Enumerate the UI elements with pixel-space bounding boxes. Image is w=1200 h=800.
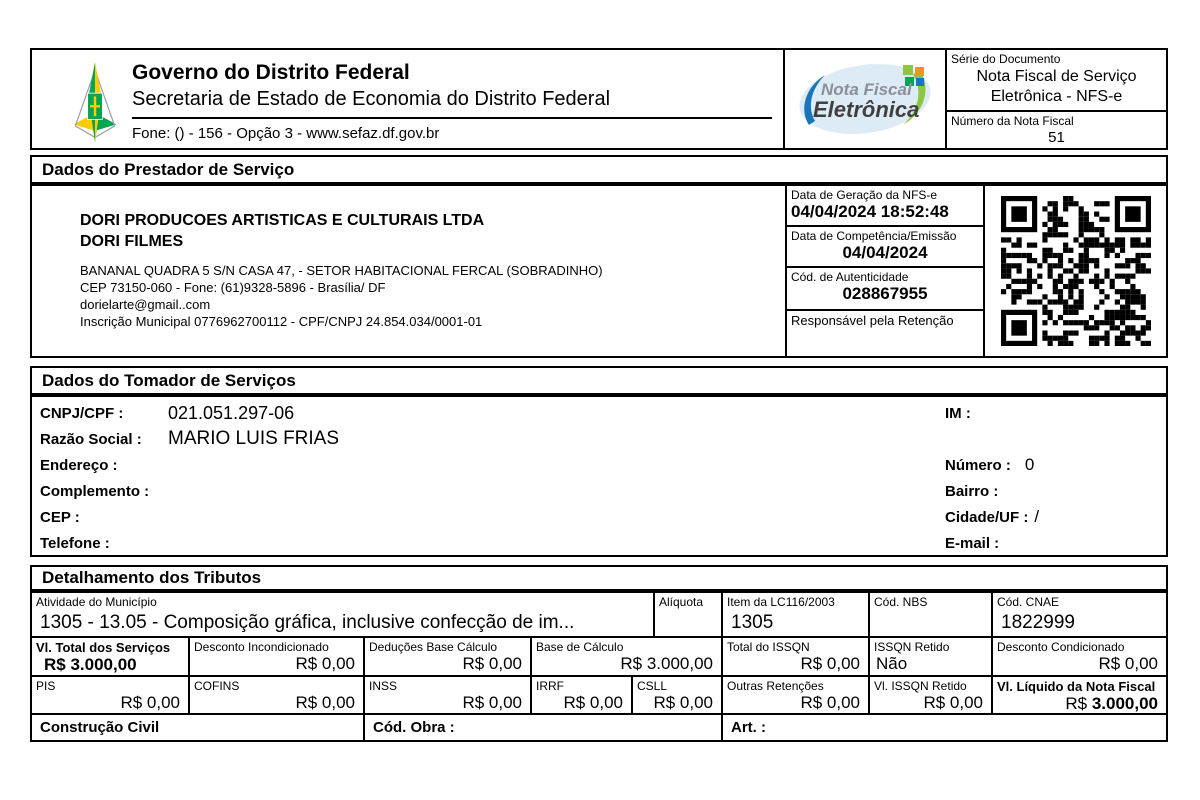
- issqn-retido-value: Não: [876, 654, 908, 673]
- base-calculo-cell: [532, 638, 723, 675]
- issqn-retido-cell: [870, 638, 993, 675]
- irrf-label: IRRF: [536, 679, 564, 693]
- tomador-row-telefone: [32, 530, 1166, 556]
- base-calculo-value: R$ 3.000,00: [620, 654, 713, 673]
- issqn-retido-label: ISSQN Retido: [874, 640, 950, 654]
- cnae-value: 1822999: [1001, 612, 1075, 633]
- total-issqn-value: R$ 0,00: [800, 654, 860, 673]
- total-issqn-cell: [723, 638, 870, 675]
- atividade-cell: [32, 593, 655, 636]
- desconto-incondicionado-value: R$ 0,00: [295, 654, 355, 673]
- outras-retencoes-cell: [723, 677, 870, 713]
- item-lc-value: 1305: [731, 612, 774, 633]
- serie-cell: [947, 50, 1166, 112]
- tributos-table: [30, 591, 1168, 742]
- outras-retencoes-label: Outras Retenções: [727, 679, 824, 693]
- csll-cell: [633, 677, 723, 713]
- liquido-amount: 3.000,00: [1091, 694, 1158, 713]
- tomador-row-endereco: [32, 452, 1166, 478]
- nfe-logo-text-2: Eletrônica: [813, 97, 920, 122]
- numero-tomador-value: 0: [1024, 455, 1035, 474]
- liquido-cell: [993, 677, 1166, 713]
- section-title-tributos: Detalhamento dos Tributos: [30, 565, 1168, 591]
- nbs-cell: [870, 593, 993, 636]
- tributos-row-atividade: [32, 593, 1166, 638]
- desconto-condicionado-cell: [993, 638, 1166, 675]
- email-label: E-mail :: [945, 534, 1000, 552]
- government-header: [32, 50, 783, 148]
- cnpj-value: 021.051.297-06: [168, 402, 295, 423]
- competencia-cell: [787, 227, 983, 268]
- tributos-row-valores: [32, 638, 1166, 677]
- issqn-retido-valor-cell: [870, 677, 993, 713]
- competencia-label: Data de Competência/Emissão: [791, 229, 957, 243]
- qr-code: [985, 186, 1166, 356]
- nbs-label: Cód. NBS: [874, 595, 928, 609]
- desconto-incondicionado-label: Desconto Incondicionado: [194, 640, 329, 654]
- atividade-value: 1305 - 13.05 - Composição gráfica, inclusive confecção de im...: [40, 612, 575, 633]
- cofins-label: COFINS: [194, 679, 240, 693]
- geracao-label: Data de Geração da NFS-e: [791, 188, 938, 202]
- section-title-tomador: Dados do Tomador de Serviços: [30, 366, 1168, 395]
- construcao-civil-label: Construção Civil: [32, 715, 365, 740]
- liquido-currency: R$: [1065, 694, 1088, 713]
- razao-label: Razão Social :: [40, 430, 142, 448]
- inscricao-line: Inscrição Municipal 0776962700112 - CPF/CNPJ 24.854.034/0001-01: [80, 314, 483, 329]
- company-email: dorielarte@gmail..com: [80, 297, 211, 312]
- telefone-label: Telefone :: [40, 534, 110, 552]
- geracao-cell: [787, 186, 983, 227]
- art-label: Art. :: [731, 719, 766, 736]
- tomador-row-razao: [32, 426, 1166, 452]
- tomador-row-cnpj: [32, 400, 1166, 426]
- company-name: DORI PRODUCOES ARTISTICAS E CULTURAIS LTDA: [80, 212, 485, 229]
- item-lc-label: Item da LC116/2003: [727, 595, 835, 609]
- cidade-label: Cidade/UF :: [945, 508, 1029, 526]
- gdf-logo-icon: [70, 62, 120, 144]
- aliquota-label: Alíquota: [659, 595, 704, 609]
- section-title-prestador: Dados do Prestador de Serviço: [30, 155, 1168, 184]
- address-line-1: BANANAL QUADRA 5 S/N CASA 47, - SETOR HABITACIONAL FERCAL (SOBRADINHO): [80, 263, 603, 278]
- autenticidade-label: Cód. de Autenticidade: [791, 270, 909, 284]
- pis-label: PIS: [36, 679, 56, 693]
- cidade-value: /: [1034, 507, 1040, 526]
- total-servicos-label: Vl. Total dos Serviços: [36, 640, 171, 655]
- gov-title: Governo do Distrito Federal: [132, 61, 410, 84]
- outras-retencoes-value: R$ 0,00: [800, 693, 860, 712]
- numero-cell: [947, 112, 1166, 148]
- irrf-cell: [532, 677, 633, 713]
- irrf-value: R$ 0,00: [563, 693, 623, 712]
- serie-label: Série do Documento: [951, 52, 1061, 66]
- retencao-label: Responsável pela Retenção: [791, 313, 954, 328]
- total-issqn-label: Total do ISSQN: [727, 640, 810, 654]
- pis-value: R$ 0,00: [120, 693, 180, 712]
- complemento-label: Complemento :: [40, 482, 150, 500]
- bairro-label: Bairro :: [945, 482, 999, 500]
- cep-label: CEP :: [40, 508, 80, 526]
- cnae-cell: [993, 593, 1166, 636]
- desconto-condicionado-label: Desconto Condicionado: [997, 640, 1125, 654]
- inss-cell: [365, 677, 532, 713]
- numero-label: Número da Nota Fiscal: [951, 114, 1074, 128]
- pis-cell: [32, 677, 190, 713]
- tributos-row-retencoes: [32, 677, 1166, 715]
- geracao-value: 04/04/2024 18:52:48: [791, 202, 949, 221]
- prestador-dates-column: [785, 186, 985, 356]
- cofins-value: R$ 0,00: [295, 693, 355, 712]
- im-label: IM :: [945, 404, 971, 422]
- inss-label: INSS: [369, 679, 398, 693]
- razao-value: MARIO LUIS FRIAS: [168, 428, 340, 449]
- qr-code-image: [1001, 196, 1151, 346]
- address-line-2: CEP 73150-060 - Fone: (61)9328-5896 - Brasília/ DF: [80, 280, 386, 295]
- liquido-label: Vl. Líquido da Nota Fiscal: [997, 679, 1156, 694]
- nfe-logo-icon: [791, 55, 939, 143]
- cofins-cell: [190, 677, 365, 713]
- liquido-value: [997, 694, 1162, 713]
- numero-tomador-label: Número :: [945, 456, 1011, 474]
- gov-phone-line: Fone: () - 156 - Opção 3 - www.sefaz.df.gov.br: [132, 117, 772, 142]
- nfe-logo-cell: [783, 50, 945, 148]
- issqn-retido-valor-value: R$ 0,00: [923, 693, 983, 712]
- item-lc-cell: [723, 593, 870, 636]
- competencia-value: 04/04/2024: [842, 243, 928, 262]
- autenticidade-cell: [787, 268, 983, 311]
- document-header: [30, 48, 1168, 150]
- prestador-info: [32, 186, 785, 356]
- nfse-document: [30, 48, 1168, 742]
- tomador-body: [30, 395, 1168, 557]
- retencao-cell: [787, 311, 983, 356]
- trade-name: DORI FILMES: [80, 233, 184, 250]
- autenticidade-value: 028867955: [842, 284, 928, 303]
- company-address: [80, 262, 785, 330]
- desconto-condicionado-value: R$ 0,00: [1098, 654, 1158, 673]
- desconto-incondicionado-cell: [190, 638, 365, 675]
- cnpj-label: CNPJ/CPF :: [40, 404, 124, 422]
- deducoes-value: R$ 0,00: [462, 654, 522, 673]
- atividade-label: Atividade do Município: [36, 595, 157, 609]
- csll-value: R$ 0,00: [653, 693, 713, 712]
- deducoes-cell: [365, 638, 532, 675]
- cnae-label: Cód. CNAE: [997, 595, 1060, 609]
- total-servicos-cell: [32, 638, 190, 675]
- aliquota-cell: [655, 593, 723, 636]
- serie-numero-column: [945, 50, 1166, 148]
- endereco-label: Endereço :: [40, 456, 118, 474]
- cod-obra-label: Cód. Obra :: [365, 715, 723, 740]
- serie-value: Nota Fiscal de Serviço Eletrônica - NFS-e: [976, 68, 1137, 105]
- inss-value: R$ 0,00: [462, 693, 522, 712]
- numero-value: 51: [1048, 129, 1065, 146]
- tomador-row-cep: [32, 504, 1166, 530]
- issqn-retido-valor-label: Vl. ISSQN Retido: [874, 679, 967, 693]
- tributos-row-construcao: [32, 715, 1166, 740]
- total-servicos-value: R$ 3.000,00: [44, 655, 137, 674]
- csll-label: CSLL: [637, 679, 668, 693]
- gov-subtitle: Secretaria de Estado de Economia do Distrito Federal: [132, 88, 611, 110]
- nfe-logo-text-1: Nota Fiscal: [821, 80, 912, 99]
- deducoes-label: Deduções Base Cálculo: [369, 640, 498, 654]
- tomador-row-complemento: [32, 478, 1166, 504]
- base-calculo-label: Base de Cálculo: [536, 640, 624, 654]
- prestador-body: [30, 184, 1168, 358]
